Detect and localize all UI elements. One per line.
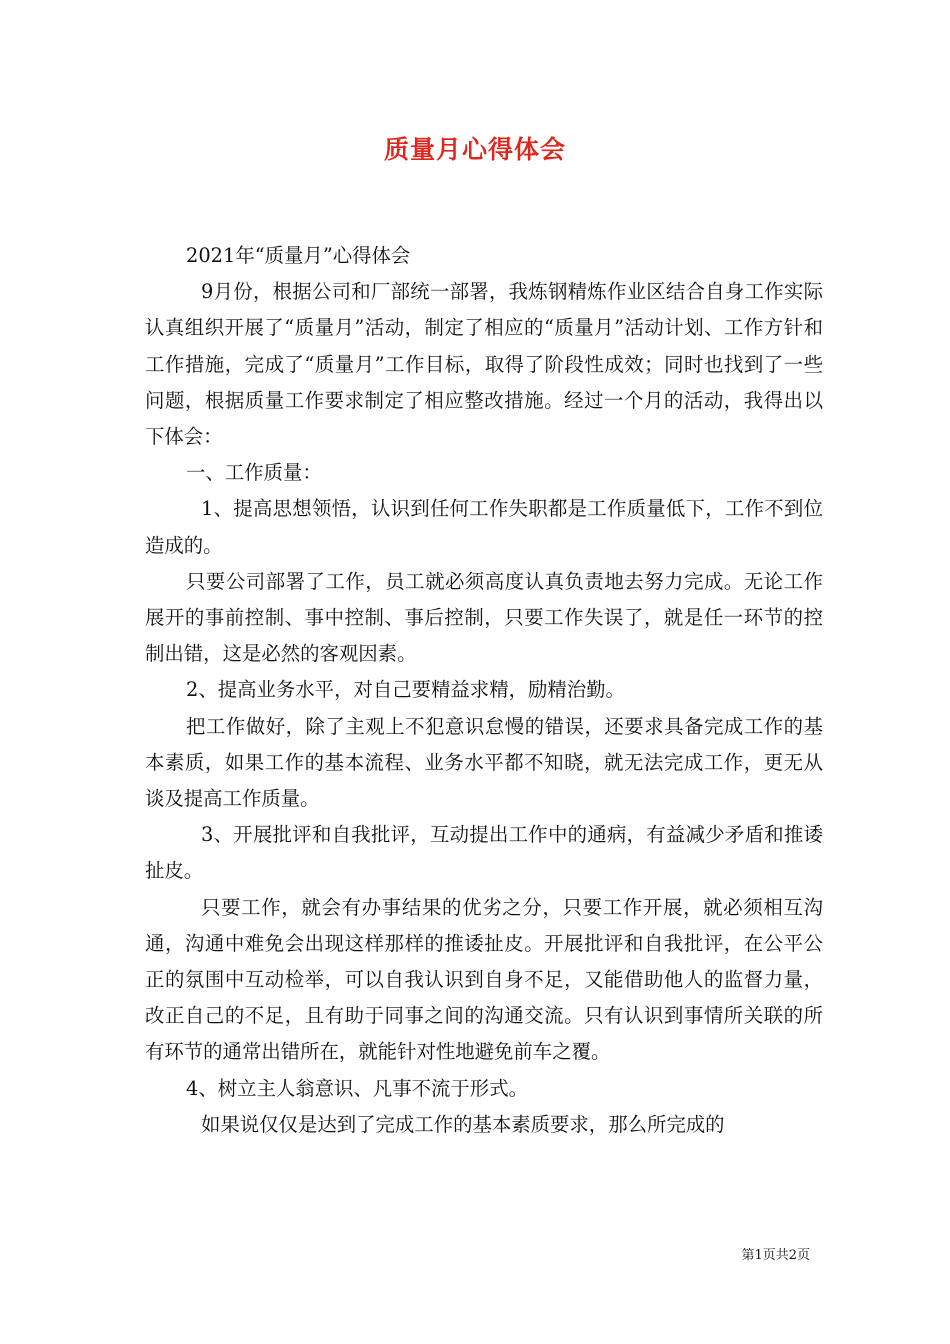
point-4-heading: 4、树立主人翁意识、凡事不流于形式。	[186, 1076, 528, 1100]
section-heading: 一、工作质量：	[186, 461, 322, 485]
paragraph-intro: 9月份，根据公司和厂部统一部署，我炼钢精炼作业区结合自身工作实际认真组织开展了“质量月”活动，制定了相应的“质量月”活动计划、工作方针和工作措施，完成了“质量月”工作目标，取得了阶段性成效；同时也找到了一些问题，根据质量工作要求制定了相应整改措施。经过一个月的活动，我得出以下体会：	[145, 280, 823, 449]
point-1-body: 只要公司部署了工作，员工就必须高度认真负责地去努力完成。无论工作展开的事前控制、事中控制、事后控制，只要工作失误了，就是任一环节的控制出错，这是必然的客观因素。	[145, 569, 823, 666]
page-number: 第1页共2页	[741, 1248, 810, 1263]
document-title: 质量月心得体会	[383, 135, 566, 164]
point-1-heading: 1、提高思想领悟，认识到任何工作失职都是工作质量低下，工作不到位造成的。	[145, 497, 823, 557]
point-3-body: 只要工作，就会有办事结果的优劣之分，只要工作开展，就必须相互沟通，沟通中难免会出现这样那样的推诿扯皮。开展批评和自我批评，在公平公正的氛围中互动检举，可以自我认识到自身不足，又能借助他人的监督力量，改正自己的不足，且有助于同事之间的沟通交流。只有认识到事情所关联的所有环节的通常出错所在，就能针对性地避免前车之覆。	[145, 895, 823, 1064]
paragraph-heading: 2021年“质量月”心得体会	[186, 244, 411, 267]
point-4-body: 如果说仅仅是达到了完成工作的基本素质要求，那么所完成的	[201, 1112, 725, 1136]
point-2-heading: 2、提高业务水平，对自己要精益求精，励精治勤。	[186, 678, 625, 702]
document-body	[145, 238, 823, 1143]
point-2-body: 把工作做好，除了主观上不犯意识怠慢的错误，还要求具备完成工作的基本素质，如果工作的基本流程、业务水平都不知晓，就无法完成工作，更无从谈及提高工作质量。	[145, 714, 823, 811]
point-3-heading: 3、开展批评和自我批评，互动提出工作中的通病，有益减少矛盾和推诿扯皮。	[145, 823, 823, 883]
